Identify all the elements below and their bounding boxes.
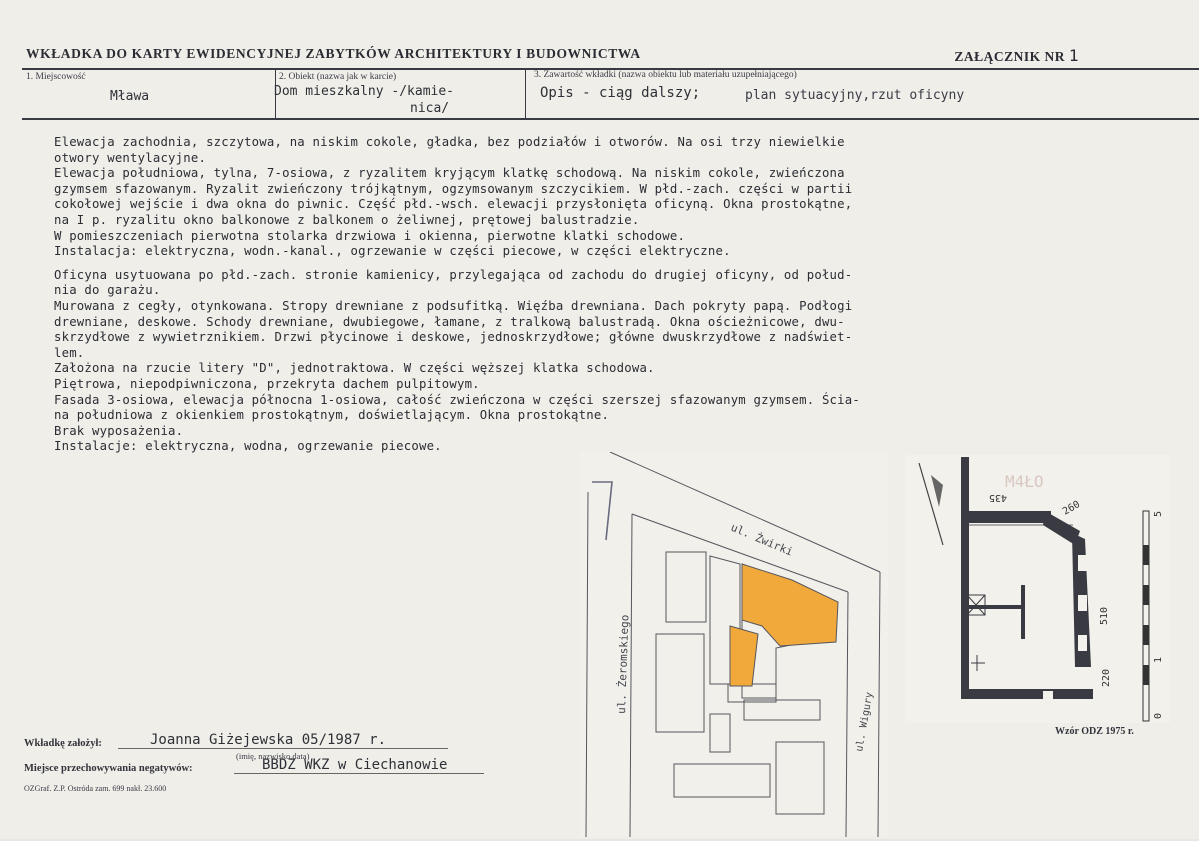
text-line: cokołowej wejście i dwa okna do piwnic. Część płd.-wsch. elewacji przysłonięta oficyną. Okna prostokątne, — [54, 197, 853, 212]
highlighted-outbuilding — [730, 626, 758, 686]
street-edge-west-outer — [586, 492, 588, 837]
dim-right-main: 510 — [1099, 606, 1110, 625]
entrance-mark — [971, 655, 985, 671]
author-underline — [118, 748, 448, 749]
garage — [728, 684, 776, 702]
building-1 — [666, 552, 706, 622]
object-value-line1: Dom mieszkalny -/kamie- — [274, 84, 455, 99]
building-6 — [710, 714, 730, 752]
paragraph-main-building — [54, 135, 1144, 260]
window-east-1 — [1078, 555, 1087, 571]
dim-right-low: 220 — [1101, 668, 1112, 687]
text-line: Elewacja zachodnia, szczytowa, na niskim cokole, gładka, bez podziałów i otworów. Na osi trzy niewielkie — [54, 135, 845, 149]
floor-plan-drawing — [905, 455, 1170, 723]
storage-underline — [234, 773, 484, 774]
content-label: 3. Zawartość wkładki (nazwa obiektu lub materiału uzupełniającego) — [534, 70, 797, 80]
text-line: otwory wentylacyjne. — [54, 150, 207, 165]
building-5 — [744, 700, 820, 720]
text-line: Założona na rzucie litery "D", jednotraktowa. W części węższej klatka schodowa. — [54, 361, 655, 376]
text-line: Brak wyposażenia. — [54, 423, 184, 438]
scale-bottom: 0 — [1153, 712, 1164, 719]
text-line: gzymsem sfazowanym. Ryzalit zwieńczony trójkątnym, ogzymsowanym szczycikiem. W płd.-zach. części w partii — [54, 181, 853, 196]
content-value-typed: Opis - ciąg dalszy; — [540, 85, 701, 101]
text-line: skrzydłowe z wywietrznikiem. Drzwi płycinowe i deskowe, jednoskrzydłowe; główne dwuskrzydłowe z nadświet- — [54, 330, 853, 345]
text-line: Piętrowa, niepodpiwniczona, przekryta dachem pulpitowym. — [54, 376, 480, 391]
object-label: 2. Obiekt (nazwa jak w karcie) — [279, 72, 397, 82]
text-line: Instalacje: elektryczna, wodna, ogrzewanie piecowe. — [54, 439, 442, 454]
dim-top: 435 — [988, 492, 1007, 503]
window-east-3 — [1078, 635, 1087, 651]
form-model: Wzór ODZ 1975 r. — [1055, 726, 1134, 737]
field-divider-2 — [525, 68, 526, 119]
author-hint: (imię, nazwisko,data) — [236, 751, 310, 761]
scale-mid: 1 — [1153, 656, 1164, 663]
north-arrow-icon — [931, 475, 943, 507]
scale-bar — [1143, 511, 1149, 721]
street-label-west: ul. Żeromskiego — [615, 614, 632, 715]
text-line: nia do garażu. — [54, 283, 161, 298]
wall-partition — [1021, 585, 1025, 639]
author-label: Wkładkę założył: — [24, 738, 102, 749]
locality-value: Mława — [110, 89, 150, 104]
content-value-added: plan sytuacyjny,rzut oficyny — [745, 88, 965, 103]
text-line: Elewacja południowa, tylna, 7-osiowa, z ryzalitem kryjącym klatkę schodową. Na niskim cokole, zwieńczona — [54, 166, 845, 181]
attachment-label: ZAŁĄCZNIK NR — [954, 49, 1065, 64]
window-east-2 — [1078, 595, 1087, 611]
building-8 — [674, 764, 770, 797]
street-edge-west-inner — [630, 514, 632, 837]
wall-internal — [961, 605, 1021, 609]
faint-mark: M4ŁO — [1005, 472, 1044, 491]
header-bottom-rule — [22, 118, 1199, 120]
text-line: Instalacja: elektryczna, wodn.-kanal., ogrzewanie w części piecowe, w części elektryczne. — [54, 244, 731, 259]
text-line: Oficyna usytuowana po płd.-zach. stronie kamienicy, przylegająca od zachodu do drugiej oficyny, od połud- — [54, 267, 853, 282]
street-edge-north-outer — [610, 452, 880, 572]
dim-diag: 260 — [1061, 499, 1083, 518]
building-7 — [776, 742, 824, 814]
print-info: OZGraf. Z.P. Ostróda zam. 699 nakł. 23.600 — [24, 784, 167, 793]
street-edge-east-outer — [878, 572, 880, 837]
locality-label: 1. Miejscowość — [26, 72, 86, 82]
text-line: Fasada 3-osiowa, elewacja północna 1-osiowa, całość zwieńczona w części szerszej sfazowanym gzymsem. Ścia- — [54, 392, 860, 407]
floor-plan — [905, 455, 1170, 723]
object-value-line2: nica/ — [410, 101, 450, 116]
street-label-east: ul. Wigury — [854, 691, 876, 753]
author-value: Joanna Giżejewska 05/1987 r. — [150, 732, 387, 748]
paragraph-outbuilding — [54, 268, 1144, 455]
north-arrow-icon — [592, 482, 612, 540]
storage-label: Miejsce przechowywania negatywów: — [24, 763, 193, 774]
text-line: na I p. ryzalitu okno balkonowe z balkonem o żeliwnej, prętowej balustradzie. — [54, 212, 640, 227]
text-line: W pomieszczeniach pierwotna stolarka drzwiowa i okienna, pierwotne klatki schodowe. — [54, 228, 686, 243]
attachment-number — [954, 46, 1079, 65]
wall-south — [961, 689, 1093, 699]
text-line: na południowa z okienkiem prostokątnym, doświetlającym. Okna prostokątne. — [54, 408, 610, 423]
text-line: lem. — [54, 345, 85, 360]
site-plan-map — [580, 452, 888, 837]
description-text — [54, 135, 1144, 455]
scale-top: 5 — [1153, 510, 1164, 517]
attachment-number-value: 1 — [1068, 46, 1079, 65]
door-south — [1043, 691, 1053, 699]
site-plan-drawing — [580, 452, 888, 837]
text-line: drewniane, deskowe. Schody drewniane, dwubiegowe, łamane, z tralkową balustradą. Okna ościeżnicowe, dwu- — [54, 314, 845, 329]
text-line: Murowana z cegły, otynkowana. Stropy drewniane z podsufitką. Więźba drewniana. Dach pokryty papą. Podłogi — [54, 298, 853, 313]
wall-north — [961, 511, 1051, 523]
form-title: WKŁADKA DO KARTY EWIDENCYJNEJ ZABYTKÓW ARCHITEKTURY I BUDOWNICTWA — [26, 46, 641, 61]
wall-west — [961, 457, 969, 697]
building-2 — [656, 634, 704, 732]
storage-value: BBDZ WKZ w Ciechanowie — [262, 757, 448, 773]
street-edge-east-inner — [846, 592, 848, 837]
street-label-north: ul. Żwirki — [728, 520, 795, 559]
